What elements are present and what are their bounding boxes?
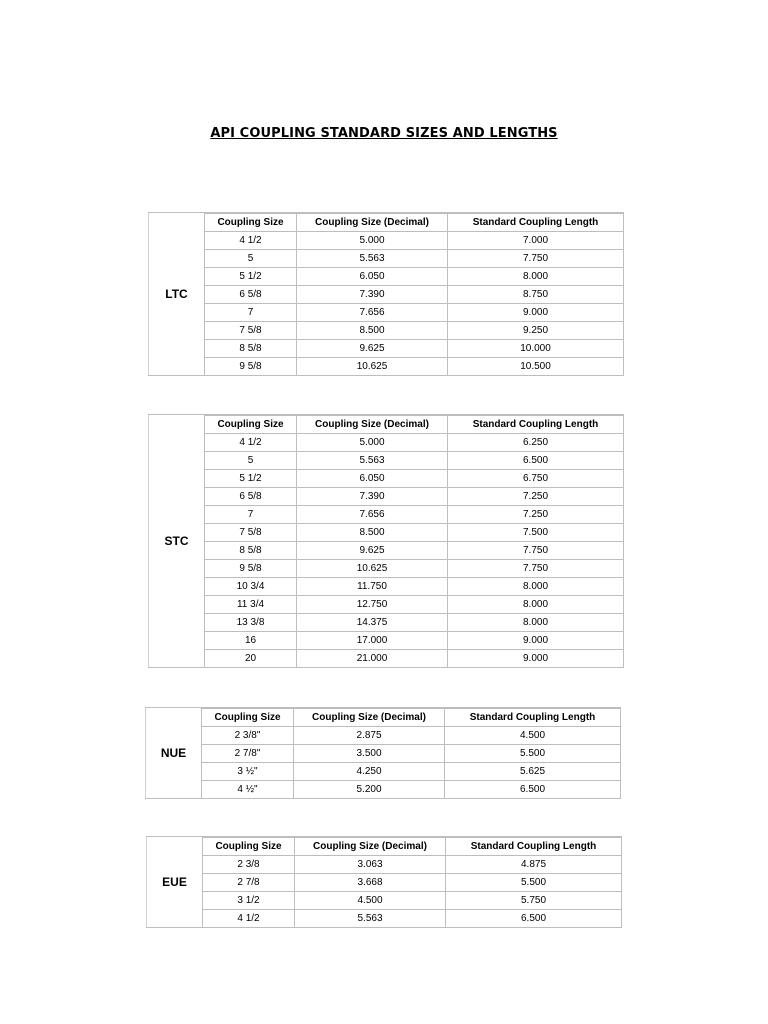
table-cell: 8.000 xyxy=(448,614,624,632)
table-cell: 12.750 xyxy=(297,596,448,614)
table-cell: 10 3/4 xyxy=(205,578,297,596)
table-row xyxy=(205,304,624,322)
table-cell: 7 xyxy=(205,304,297,322)
table-cell: 9.625 xyxy=(297,542,448,560)
section-label: EUE xyxy=(146,837,202,927)
table-row xyxy=(203,856,622,874)
table-cell: 2 7/8" xyxy=(202,745,294,763)
page-title: API COUPLING STANDARD SIZES AND LENGTHS xyxy=(210,126,558,141)
column-header: Coupling Size (Decimal) xyxy=(295,838,446,856)
table-row xyxy=(205,322,624,340)
column-header: Coupling Size (Decimal) xyxy=(294,709,445,727)
table-row xyxy=(205,488,624,506)
table-cell: 10.625 xyxy=(297,560,448,578)
table-cell: 6.050 xyxy=(297,268,448,286)
table-row xyxy=(205,470,624,488)
table-cell: 11 3/4 xyxy=(205,596,297,614)
table-cell: 7 5/8 xyxy=(205,322,297,340)
table-cell: 4.250 xyxy=(294,763,445,781)
table-cell: 7 xyxy=(205,506,297,524)
table-cell: 9.625 xyxy=(297,340,448,358)
table-cell: 9.000 xyxy=(448,632,624,650)
section-nue xyxy=(145,707,621,799)
table-row xyxy=(205,542,624,560)
table-cell: 6.250 xyxy=(448,434,624,452)
column-header: Coupling Size (Decimal) xyxy=(297,214,448,232)
table-cell: 8.750 xyxy=(448,286,624,304)
table-row xyxy=(203,892,622,910)
table-cell: 4.875 xyxy=(446,856,622,874)
column-header: Coupling Size xyxy=(205,214,297,232)
table-cell: 5.000 xyxy=(297,434,448,452)
table-header-row xyxy=(205,416,624,434)
table-cell: 21.000 xyxy=(297,650,448,668)
coupling-table xyxy=(204,213,624,375)
table-row xyxy=(205,650,624,668)
table-cell: 8 5/8 xyxy=(205,340,297,358)
table-row xyxy=(205,340,624,358)
table-cell: 7.250 xyxy=(448,506,624,524)
table-row xyxy=(205,452,624,470)
table-cell: 7.500 xyxy=(448,524,624,542)
table-cell: 16 xyxy=(205,632,297,650)
table-cell: 7.656 xyxy=(297,304,448,322)
table-cell: 5 1/2 xyxy=(205,470,297,488)
table-cell: 11.750 xyxy=(297,578,448,596)
table-cell: 5.563 xyxy=(295,910,446,928)
table-cell: 13 3/8 xyxy=(205,614,297,632)
coupling-table xyxy=(204,415,624,667)
table-cell: 3 ½" xyxy=(202,763,294,781)
table-row xyxy=(205,250,624,268)
table-cell: 5.625 xyxy=(445,763,621,781)
table-cell: 10.625 xyxy=(297,358,448,376)
table-cell: 7.390 xyxy=(297,488,448,506)
column-header: Coupling Size xyxy=(203,838,295,856)
column-header: Standard Coupling Length xyxy=(448,416,624,434)
section-eue xyxy=(146,836,622,928)
table-cell: 5.000 xyxy=(297,232,448,250)
coupling-table xyxy=(202,837,622,927)
table-cell: 5 xyxy=(205,452,297,470)
table-cell: 6.500 xyxy=(446,910,622,928)
table-row xyxy=(205,560,624,578)
table-cell: 3 1/2 xyxy=(203,892,295,910)
table-cell: 2 3/8 xyxy=(203,856,295,874)
table-cell: 5 xyxy=(205,250,297,268)
table-cell: 6.050 xyxy=(297,470,448,488)
table-header-row xyxy=(203,838,622,856)
table-row xyxy=(202,763,621,781)
table-row xyxy=(205,524,624,542)
table-cell: 9.000 xyxy=(448,304,624,322)
table-row xyxy=(205,614,624,632)
table-cell: 17.000 xyxy=(297,632,448,650)
table-cell: 2.875 xyxy=(294,727,445,745)
table-cell: 6 5/8 xyxy=(205,286,297,304)
table-cell: 7.000 xyxy=(448,232,624,250)
table-cell: 7.750 xyxy=(448,542,624,560)
table-cell: 4 1/2 xyxy=(203,910,295,928)
table-header-row xyxy=(202,709,621,727)
table-cell: 3.063 xyxy=(295,856,446,874)
table-cell: 4 1/2 xyxy=(205,232,297,250)
table-cell: 14.375 xyxy=(297,614,448,632)
table-cell: 6 5/8 xyxy=(205,488,297,506)
section-ltc xyxy=(148,212,624,376)
section-stc xyxy=(148,414,624,668)
table-cell: 7 5/8 xyxy=(205,524,297,542)
table-cell: 4 1/2 xyxy=(205,434,297,452)
table-row xyxy=(205,596,624,614)
table-cell: 6.750 xyxy=(448,470,624,488)
table-cell: 5.200 xyxy=(294,781,445,799)
table-cell: 5.500 xyxy=(445,745,621,763)
table-cell: 3.668 xyxy=(295,874,446,892)
table-row xyxy=(202,781,621,799)
table-cell: 7.750 xyxy=(448,250,624,268)
table-cell: 5.563 xyxy=(297,250,448,268)
table-row xyxy=(205,632,624,650)
table-row xyxy=(205,578,624,596)
section-label: NUE xyxy=(145,708,201,798)
table-row xyxy=(205,358,624,376)
table-row xyxy=(202,727,621,745)
table-cell: 20 xyxy=(205,650,297,668)
table-cell: 6.500 xyxy=(448,452,624,470)
table-cell: 2 3/8" xyxy=(202,727,294,745)
table-cell: 5.500 xyxy=(446,874,622,892)
table-cell: 5.750 xyxy=(446,892,622,910)
table-cell: 7.250 xyxy=(448,488,624,506)
table-row xyxy=(205,506,624,524)
table-row xyxy=(205,268,624,286)
section-label: LTC xyxy=(148,213,204,375)
table-row xyxy=(205,434,624,452)
table-cell: 9.250 xyxy=(448,322,624,340)
table-cell: 9 5/8 xyxy=(205,560,297,578)
column-header: Standard Coupling Length xyxy=(448,214,624,232)
section-label: STC xyxy=(148,415,204,667)
column-header: Coupling Size xyxy=(202,709,294,727)
table-cell: 8.500 xyxy=(297,524,448,542)
table-row xyxy=(205,232,624,250)
table-cell: 8.000 xyxy=(448,268,624,286)
table-cell: 7.390 xyxy=(297,286,448,304)
table-cell: 9 5/8 xyxy=(205,358,297,376)
table-cell: 7.656 xyxy=(297,506,448,524)
table-row xyxy=(203,910,622,928)
table-cell: 8.000 xyxy=(448,596,624,614)
table-row xyxy=(202,745,621,763)
column-header: Coupling Size xyxy=(205,416,297,434)
table-cell: 10.000 xyxy=(448,340,624,358)
table-cell: 8 5/8 xyxy=(205,542,297,560)
table-cell: 6.500 xyxy=(445,781,621,799)
coupling-table xyxy=(201,708,621,798)
table-header-row xyxy=(205,214,624,232)
table-cell: 5.563 xyxy=(297,452,448,470)
table-cell: 2 7/8 xyxy=(203,874,295,892)
table-row xyxy=(205,286,624,304)
table-cell: 5 1/2 xyxy=(205,268,297,286)
table-cell: 3.500 xyxy=(294,745,445,763)
table-cell: 7.750 xyxy=(448,560,624,578)
table-cell: 4 ½" xyxy=(202,781,294,799)
table-cell: 4.500 xyxy=(445,727,621,745)
column-header: Standard Coupling Length xyxy=(445,709,621,727)
table-cell: 4.500 xyxy=(295,892,446,910)
table-cell: 8.500 xyxy=(297,322,448,340)
table-cell: 9.000 xyxy=(448,650,624,668)
table-cell: 10.500 xyxy=(448,358,624,376)
table-cell: 8.000 xyxy=(448,578,624,596)
table-row xyxy=(203,874,622,892)
column-header: Coupling Size (Decimal) xyxy=(297,416,448,434)
column-header: Standard Coupling Length xyxy=(446,838,622,856)
